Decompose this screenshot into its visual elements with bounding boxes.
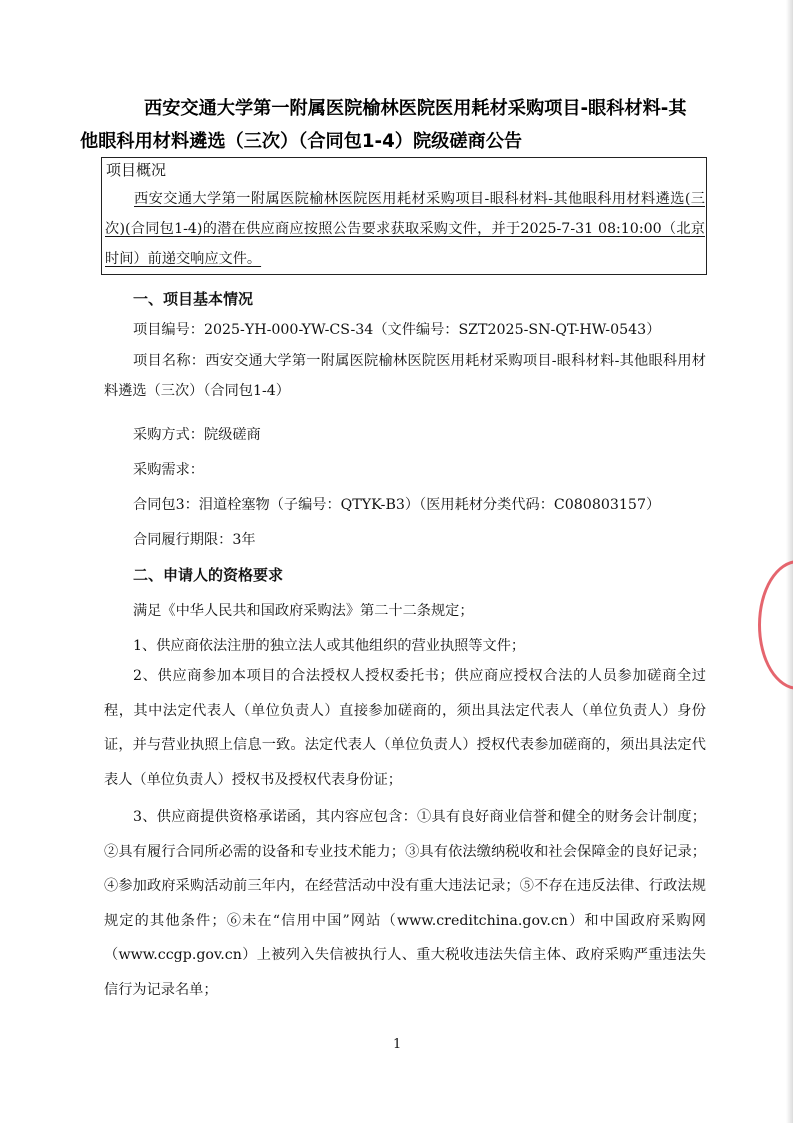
section-basic-info-heading: 一、项目基本情况: [133, 290, 254, 308]
red-seal-stamp: [758, 560, 793, 690]
section-qualification-heading: 二、申请人的资格要求: [133, 566, 284, 584]
qualification-intro: 满足《中华人民共和国政府采购法》第二十二条规定；: [133, 603, 474, 619]
qualification-item-3: 3、供应商提供资格承诺函，其内容应包含：①具有良好商业信誉和健全的财务会计制度；②具有履行合同所必需的设备和专业技术能力；③具有依法缴纳税收和社会保障金的良好记录；④参加政府采购活动前三年内，在经营活动中没有重大违法记录；⑤不存在违反法律、行政法规规定的其他条件；⑥未在“信用中国”网站（www.creditchina.gov.cn）和中国政府采购网（www.ccgp.gov.cn）上被列入失信被执行人、重大税收违法失信主体、政府采购严重违法失信行为记录名单；: [104, 809, 706, 998]
project-name: 项目名称：西安交通大学第一附属医院榆林医院医用耗材采购项目-眼科材料-其他眼科用材料遴选（三次）（合同包1-4）: [104, 353, 706, 399]
overview-text: 西安交通大学第一附属医院榆林医院医用耗材采购项目-眼科材料-其他眼科用材料遴选(三次)(合同包1-4)的潜在供应商应按照公告要求获取采购文件，并于2025-7-31 08:10:00（北京时间）前递交响应文件。: [105, 191, 705, 267]
contract-package: 合同包3：泪道栓塞物（子编号：QTYK-B3）（医用耗材分类代码：C080803157）: [133, 497, 661, 513]
qualification-item-1: 1、供应商依法注册的独立法人或其他组织的营业执照等文件；: [133, 638, 526, 654]
overview-label: 项目概况: [106, 161, 167, 179]
page-number: 1: [393, 1037, 402, 1052]
qualification-item-2: 2、供应商参加本项目的合法授权人授权委托书；供应商应授权合法的人员参加磋商全过程，其中法定代表人（单位负责人）直接参加磋商的，须出具法定代表人（单位负责人）身份证，并与营业执照上信息一致。法定代表人（单位负责人）授权代表参加磋商的，须出具法定代表人（单位负责人）授权书及授权代表身份证；: [104, 668, 706, 788]
title-line-1: 西安交通大学第一附属医院榆林医院医用耗材采购项目-眼科材料-其: [144, 98, 687, 119]
contract-period: 合同履行期限：3年: [133, 532, 256, 548]
project-overview-box: [101, 157, 707, 275]
project-number: 项目编号：2025-YH-000-YW-CS-34（文件编号：SZT2025-SN-QT-HW-0543）: [133, 322, 661, 338]
procurement-demand: 采购需求：: [133, 462, 204, 478]
title-line-2: 他眼科用材料遴选（三次）（合同包1-4）院级磋商公告: [80, 131, 523, 152]
document-title: [80, 92, 720, 158]
procurement-method: 采购方式：院级磋商: [133, 427, 261, 443]
